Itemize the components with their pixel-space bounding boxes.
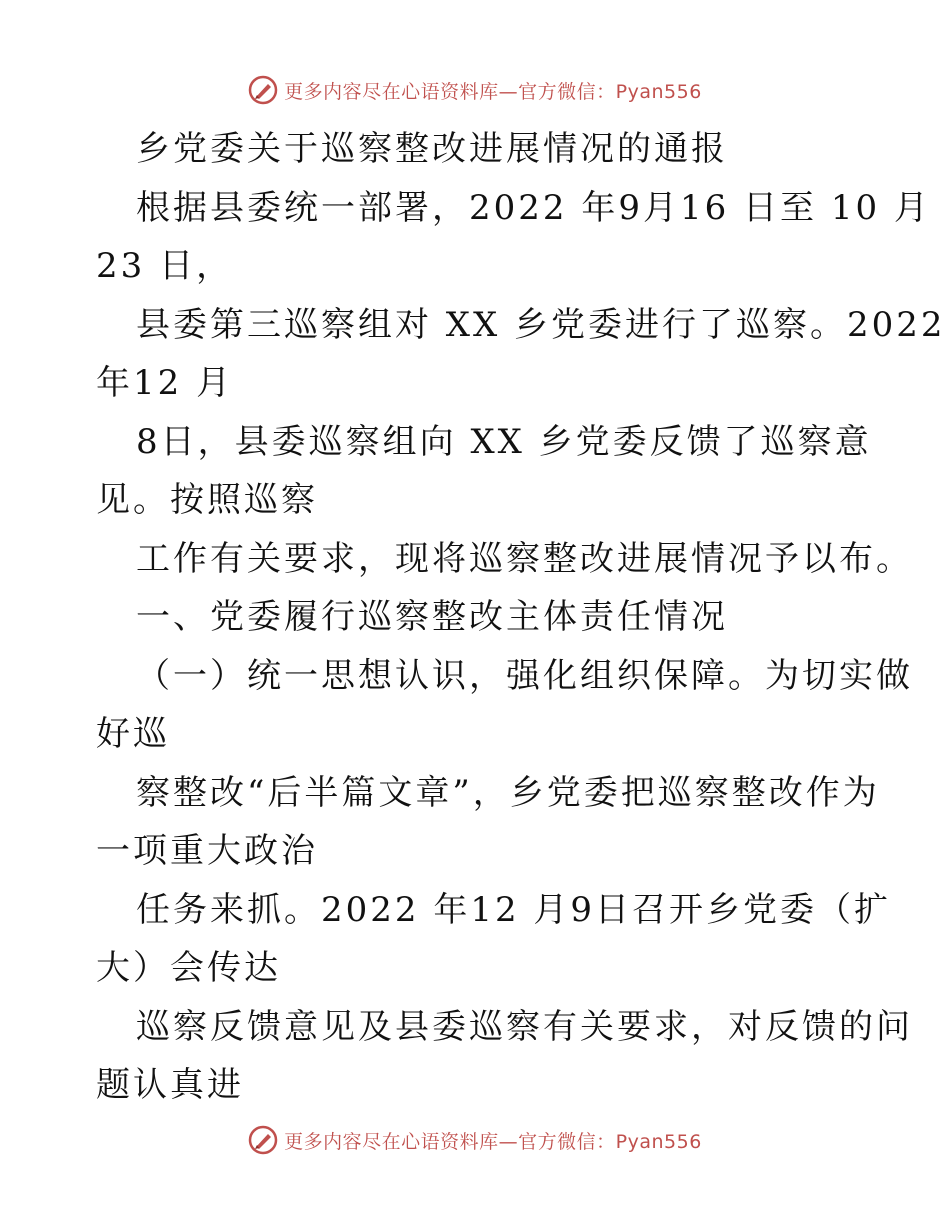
header-banner [0,72,950,108]
header-banner-text: 更多内容尽在心语资料库—官方微信：Pyan556 [284,80,702,103]
footer-banner [0,1122,950,1158]
paragraph-line: 好巡 [96,714,170,754]
paragraph-line: 任务来抓。2022 年12 月9日召开乡党委（扩 [136,889,892,930]
paragraph-line: 一项重大政治 [96,831,318,871]
document-body [96,120,946,1115]
paragraph-line: 年12 月 [96,363,234,403]
quill-pen-logo-icon [248,1125,278,1155]
footer-banner-text: 更多内容尽在心语资料库—官方微信：Pyan556 [284,1130,702,1153]
paragraph-line: 23 日， [96,246,234,286]
paragraph-line: 题认真进 [96,1065,244,1105]
quill-pen-logo-icon [248,75,278,105]
paragraph-line: 察整改“后半篇文章”，乡党委把巡察整改作为 [136,772,880,813]
paragraph-line: （一）统一思想认识，强化组织保障。为切实做 [136,655,913,696]
paragraph-line: 见。按照巡察 [96,480,318,520]
paragraph-line: 工作有关要求，现将巡察整改进展情况予以布。 [136,538,913,579]
paragraph-line: 大）会传达 [96,948,281,988]
paragraph-line: 根据县委统一部署，2022 年9月16 日至 10 月 [136,187,931,228]
document-title: 乡党委关于巡察整改进展情况的通报 [136,129,728,169]
paragraph-line: 县委第三巡察组对 XX 乡党委进行了巡察。2022 [136,304,946,345]
paragraph-line: 巡察反馈意见及县委巡察有关要求，对反馈的问 [136,1006,913,1047]
paragraph-line: 8日，县委巡察组向 XX 乡党委反馈了巡察意 [136,421,872,462]
section-heading: 一、党委履行巡察整改主体责任情况 [136,597,728,637]
